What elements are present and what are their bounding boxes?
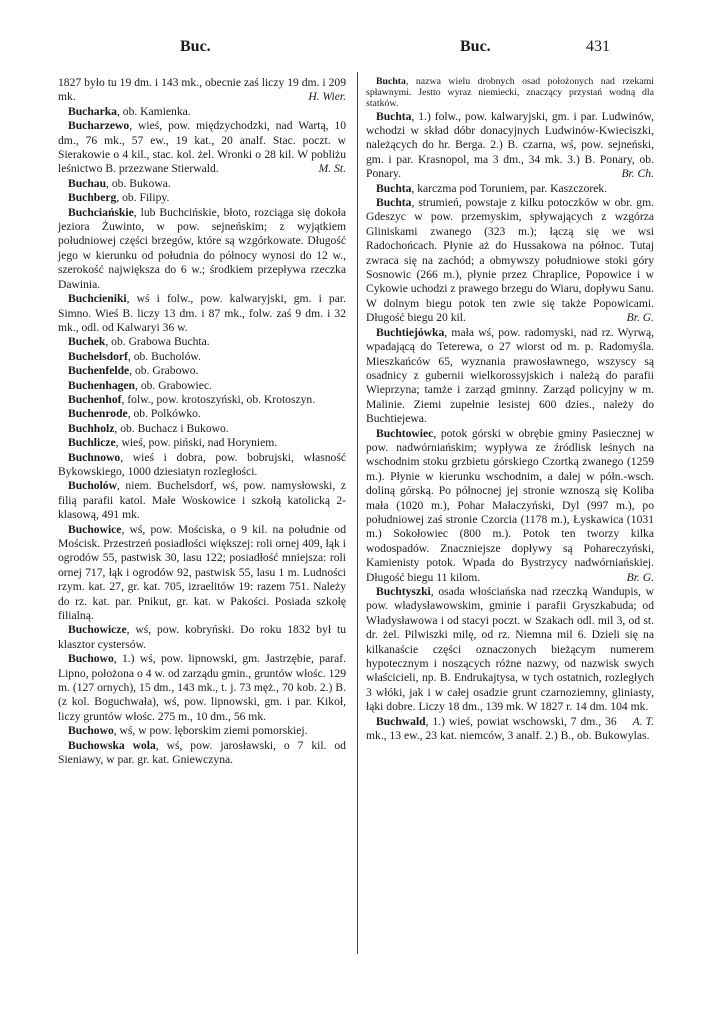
entry-headword: Buchnowo <box>68 450 121 464</box>
dictionary-entry <box>58 76 346 105</box>
author-signature: Br. G. <box>626 311 654 325</box>
entry-headword: Buchenhagen <box>68 378 136 392</box>
entry-headword: Buchtowiec <box>376 426 434 440</box>
entry-text: , ob. Filipy. <box>116 191 170 205</box>
entry-text: , strumień, powstaje z kilku potoczków w obr. gm. Gdeszyc w pow. przemyskim, spływających z wzgórza Gliniskami zwanego (323 m.); łączą się we wsi Radochońcach. Płynie aż do Hussakowa na północ. Tutaj zwraca się na zachód; a obmywszy południowe stoki góry Sosnowic (266 m.), płynie przez Chraplice, Popowice i w Cykowie uchodzi z prawego brzegu do Wiaru, dopływu Sanu. W dolnym biegu potok ten zwie się także Popowicami. Długość biegu 20 kil. <box>366 196 654 325</box>
running-head-left: Buc. <box>180 38 211 55</box>
author-signature: H. Wier. <box>308 90 346 104</box>
entry-headword: Buchta <box>376 196 412 210</box>
entry-text: , ob. Grabowa Buchta. <box>105 335 210 349</box>
entry-text: , lub Buchcińskie, błoto, rozciąga się dokoła jeziora Żuwinto, w pow. sejneńskim; z wyjątkiem południowej części brzegów, które są wzgórkowate. Długość jego w kierunku od południa do północy wynosi do 12 w., szerokość największa do 6 w.; środkiem przepływa rzeczka Dawinia. <box>58 205 346 291</box>
entry-text: , karczma pod Toruniem, par. Kaszczorek. <box>411 181 608 195</box>
dictionary-entry <box>58 335 346 349</box>
dictionary-entry <box>58 206 346 292</box>
dictionary-entry <box>58 364 346 378</box>
entry-text: , mała wś, pow. radomyski, nad rz. Wyrwą, wpadającą do Teterewa, o 27 wiorst od m. p. Radomyśla. Mieszkańców 65, wyznania prawosławnego, wszyscy są osadnicy z gubernii wielkorossyjskich i należą do parafii Wieprzyna; tamże i zarząd gminny. Zarząd policyjny w m. Malinie. Ziemi zupełnie lesistej 600 dzies., należy do Buchtiejewa. <box>366 325 654 426</box>
dictionary-entry <box>58 623 346 652</box>
dictionary-entry <box>58 523 346 624</box>
entry-headword: Bucharzewo <box>68 119 130 133</box>
entry-text: , ob. Bucholów. <box>127 349 201 363</box>
author-signature: Br. Ch. <box>621 167 654 181</box>
entry-text: , wieś i dobra, pow. bobrujski, własność Bykowskiego, 1000 dziesiatyn rozległości. <box>58 450 346 478</box>
dictionary-entry <box>58 724 346 738</box>
entry-headword: Buchwald <box>376 714 426 728</box>
entry-headword: Buchek <box>68 335 106 349</box>
entry-text: , ob. Buchacz i Bukowo. <box>114 421 229 435</box>
entry-text: , 1.) wś, pow. lipnowski, gm. Jastrzębie, paraf. Lipno, położona o 4 w. od zarządu gmin., gruntów włośc. 129 m. (127 ornych), 15 dm., 143 mk., t. j. 73 męż., 70 kob. 2.) B. (z kol. Boguchwała), wś, pow. lipnowski, gm. i par. Kikoł, liczy gruntów włośc. 275 m., 10 dm., 56 mk. <box>58 652 346 723</box>
entry-headword: Buchelsdorf <box>68 349 128 363</box>
dictionary-entry <box>58 436 346 450</box>
entry-text: , folw., pow. krotoszyński, ob. Krotoszyn. <box>121 392 316 406</box>
dictionary-entry <box>58 479 346 522</box>
entry-text: , wieś, pow. międzychodzki, nad Wartą, 10 dm., 76 mk., 57 ew., 19 kat., 20 analf. Stac. poczt. w Sierakowie o 4 kil., stac. kol. żel. Wronki o 28 kil. W pobliżu leśnictwo B. przezwane Stierwald. <box>58 119 346 176</box>
dictionary-entry <box>58 739 346 768</box>
entry-text: , wś, pow. jarosławski, o 7 kil. od Sieniawy, w par. gr. kat. Gniewczyna. <box>58 738 346 767</box>
entry-text: , ob. Grabowiec. <box>135 378 212 392</box>
dictionary-entry <box>366 76 654 110</box>
dictionary-entry <box>58 652 346 724</box>
entry-headword: Buchtiejówka <box>376 325 445 339</box>
entry-headword: Buchcieniki <box>68 292 127 306</box>
entry-headword: Buchowska wola <box>68 738 156 752</box>
dictionary-entry <box>58 191 346 205</box>
entry-headword: Buchta <box>376 109 412 123</box>
dictionary-entry <box>366 182 654 196</box>
author-signature: Br. G. <box>626 570 654 584</box>
entry-headword: Buchau <box>68 176 107 190</box>
entry-text: , osada włościańska nad rzeczką Wandupis, w pow. władysławowskim, gminie i parafii Gryszkabuda; od Władysławowa i od stacyi poczt. w Szakach odl. mil 3, od st. dr. żel. Pilwiszki milę, od rz. Niemna mil 6. Dzieli się na kilkanaście części oznaczonych bieżącym numerem hypotecznym i noszących różne nazwy, od nazwisk swych właścicieli, np. B. Endrukajtysa, w tych ostatnich, rozległych 3 włóki, jak i w całej osadzie grunt czarnoziemny, gliniasty, łąki dobre. Liczy 18 dm., 139 mk. W 1827 r. 14 dm. 104 mk. <box>366 585 654 714</box>
running-head-right: Buc. <box>460 38 491 55</box>
entry-text: , niem. Buchelsdorf, wś, pow. namysłowski, z filią parafii katol. Małe Woskowice i szkołą katolicką 2-klasową, 491 mk. <box>58 479 346 522</box>
dictionary-entry <box>366 715 654 744</box>
entry-text: , ob. Grabowo. <box>129 364 199 378</box>
entry-text: 1827 było tu 19 dm. i 143 mk., obecnie zaś liczy 19 dm. i 209 mk. <box>58 76 346 104</box>
entry-headword: Buchta <box>376 181 412 195</box>
entry-headword: Buchenhof <box>68 392 122 406</box>
entry-headword: Buchowo <box>68 652 114 666</box>
dictionary-entry <box>58 350 346 364</box>
entry-headword: Buchtyszki <box>376 585 431 599</box>
entry-headword: Bucholów <box>68 479 117 493</box>
dictionary-entry <box>58 292 346 335</box>
dictionary-entry <box>58 177 346 191</box>
dictionary-entry <box>58 379 346 393</box>
dictionary-entry <box>366 110 654 182</box>
entry-text: , wś, pow. kobryński. Do roku 1832 był tu klasztor cystersów. <box>58 623 346 651</box>
entry-headword: Buchenrode <box>68 407 128 421</box>
entry-text: , ob. Polkówko. <box>127 407 201 421</box>
dictionary-entry <box>366 427 654 585</box>
entry-text: , wś, pow. Mościska, o 9 kil. na południe od Mościsk. Przestrzeń posiadłości większej: roli ornej 409, łąk i ogrodów 55, pastwisk 30, lasu 122; posiadłość mniejsza: roli ornej 717, łąk i ogrodów 92, pastwisk 55, lasu 1 m. Ludności rzym. kat. 27, gr. kat. 705, izraelitów 19: razem 751. Należy do rz. kat. par. Pnikut, gr. kat. w Pakości. Posiada szkołę filialną. <box>58 522 346 623</box>
entry-text: , wś, w pow. lęborskim ziemi pomorskiej. <box>113 724 308 738</box>
dictionary-entry <box>58 407 346 421</box>
dictionary-entry <box>58 119 346 177</box>
author-signature: A. T. <box>632 714 654 728</box>
dictionary-entry <box>58 422 346 436</box>
dictionary-entry <box>366 196 654 326</box>
author-signature: M. St. <box>318 162 346 176</box>
dictionary-entry <box>58 393 346 407</box>
entry-text: , wieś, pow. piński, nad Horyniem. <box>115 436 278 450</box>
dictionary-entry <box>58 105 346 119</box>
left-column <box>58 76 346 768</box>
entry-headword: Buchciańskie <box>68 205 134 219</box>
entry-text: , potok górski w obrębie gminy Pasiecznej w pow. nadwórniańskim; wypływa ze źródlisk leśnych na wschodnim stoku grzbietu górskiego Czortką zwanego (1259 m.). Płynie w kierunku wschodnim, a dalej w półn.-wsch. doliną górską. Po północnej jej stronie wznoszą się Koliba mała (1020 m.), Pohar Małaczyński, Dyl (997 m.), po południowej zaś stronie Czorcia (1178 m.), Łyskawica (1031 m.) Sokołowiec (800 m.). Potok ten tworzy kilka wodospadów. Znaczniejsze dopływy są Pohareczyński, Kamienisty potok. Wpada do Bystrzycy nadwórniańskiej. Długość biegu 11 kilom. <box>366 426 654 584</box>
entry-headword: Buchowo <box>68 724 114 738</box>
right-column <box>366 76 654 743</box>
entry-text: , ob. Bukowa. <box>106 176 171 190</box>
entry-text: , ob. Kamienka. <box>116 104 191 118</box>
column-divider <box>357 72 358 954</box>
entry-text: , 1.) folw., pow. kalwaryjski, gm. i par. Ludwinów, wchodzi w skład dóbr donacyjnych Ludwinów-Kwieciszki, należących do hr. Berga. 2.) B. czarna, wś, pow. sejneński, gm. i par. Krasnopol, ma 3 dm., 34 mk. 3.) B. Ponary, ob. Ponary. <box>366 109 654 181</box>
entry-text: , nazwa wielu drobnych osad położonych nad rzekami spławnymi. Jestto wyraz niemiecki, znaczący przystań wodną dla statków. <box>366 76 654 110</box>
entry-headword: Buchlicze <box>68 436 116 450</box>
dictionary-entry <box>58 451 346 480</box>
entry-text: , wś i folw., pow. kalwaryjski, gm. i par. Simno. Wieś B. liczy 13 dm. i 87 mk., folw. zaś 9 dm. i 32 mk., odl. od Kalwaryi 36 w. <box>58 292 346 334</box>
dictionary-entry <box>366 326 654 427</box>
entry-headword: Buchowicze <box>68 623 127 637</box>
entry-headword: Buchowice <box>68 522 122 536</box>
entry-headword: Buchholz <box>68 421 115 435</box>
entry-headword: Buchberg <box>68 191 117 205</box>
entry-headword: Buchenfelde <box>68 364 130 378</box>
page-number: 431 <box>586 38 610 55</box>
entry-text: , 1.) wieś, powiat wschowski, 7 dm., 36 mk., 13 ew., 23 kat. niemców, 3 analf. 2.) B., ob. Bukowylas. <box>366 714 650 743</box>
entry-headword: Bucharka <box>68 104 117 118</box>
entry-headword: Buchta <box>376 76 406 87</box>
